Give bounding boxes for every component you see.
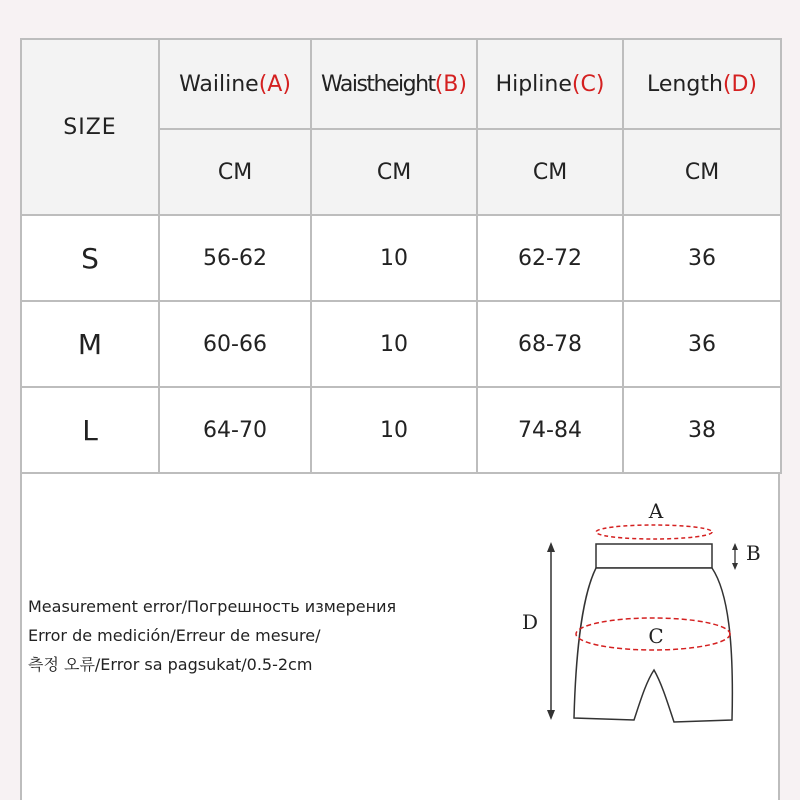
label-a: A <box>648 499 664 523</box>
waist-measure-ellipse <box>596 525 712 539</box>
value-cell: 64-70 <box>159 387 311 473</box>
shorts-measurement-diagram <box>510 492 780 742</box>
column-header-length: Length(D) <box>623 39 781 129</box>
value-cell: 38 <box>623 387 781 473</box>
size-table <box>20 38 782 474</box>
value-cell: 10 <box>311 215 477 301</box>
label-c: C <box>648 624 664 648</box>
value-cell: 56-62 <box>159 215 311 301</box>
column-header-wailine: Wailine(A) <box>159 39 311 129</box>
measurement-error-note <box>28 592 396 679</box>
waistheight-arrow-bottom <box>732 563 738 570</box>
header-row <box>21 39 781 129</box>
value-cell: 60-66 <box>159 301 311 387</box>
value-cell: 74-84 <box>477 387 623 473</box>
waistheight-arrow-top <box>732 543 738 550</box>
column-header-waistheight: Waistheight(B) <box>311 39 477 129</box>
unit-cell: CM <box>159 129 311 215</box>
value-cell: 10 <box>311 387 477 473</box>
unit-cell: CM <box>623 129 781 215</box>
table-row <box>21 301 781 387</box>
note-line: Error de medición/Erreur de mesure/ <box>28 626 321 645</box>
note-line: Measurement error/Погрешность измерения <box>28 597 397 616</box>
column-header-hipline: Hipline(C) <box>477 39 623 129</box>
table-row <box>21 387 781 473</box>
size-cell: S <box>21 215 159 301</box>
length-arrow-bottom <box>547 710 555 720</box>
unit-cell: CM <box>477 129 623 215</box>
unit-cell: CM <box>311 129 477 215</box>
length-arrow-top <box>547 542 555 552</box>
value-cell: 36 <box>623 215 781 301</box>
label-b: B <box>746 541 761 565</box>
value-cell: 68-78 <box>477 301 623 387</box>
table-row <box>21 215 781 301</box>
value-cell: 62-72 <box>477 215 623 301</box>
size-cell: M <box>21 301 159 387</box>
size-cell: L <box>21 387 159 473</box>
value-cell: 10 <box>311 301 477 387</box>
waistband-shape <box>596 544 712 568</box>
note-line: 측정 오류/Error sa pagsukat/0.5-2cm <box>28 655 313 674</box>
label-d: D <box>522 610 539 634</box>
size-title: SIZE <box>21 39 159 215</box>
value-cell: 36 <box>623 301 781 387</box>
